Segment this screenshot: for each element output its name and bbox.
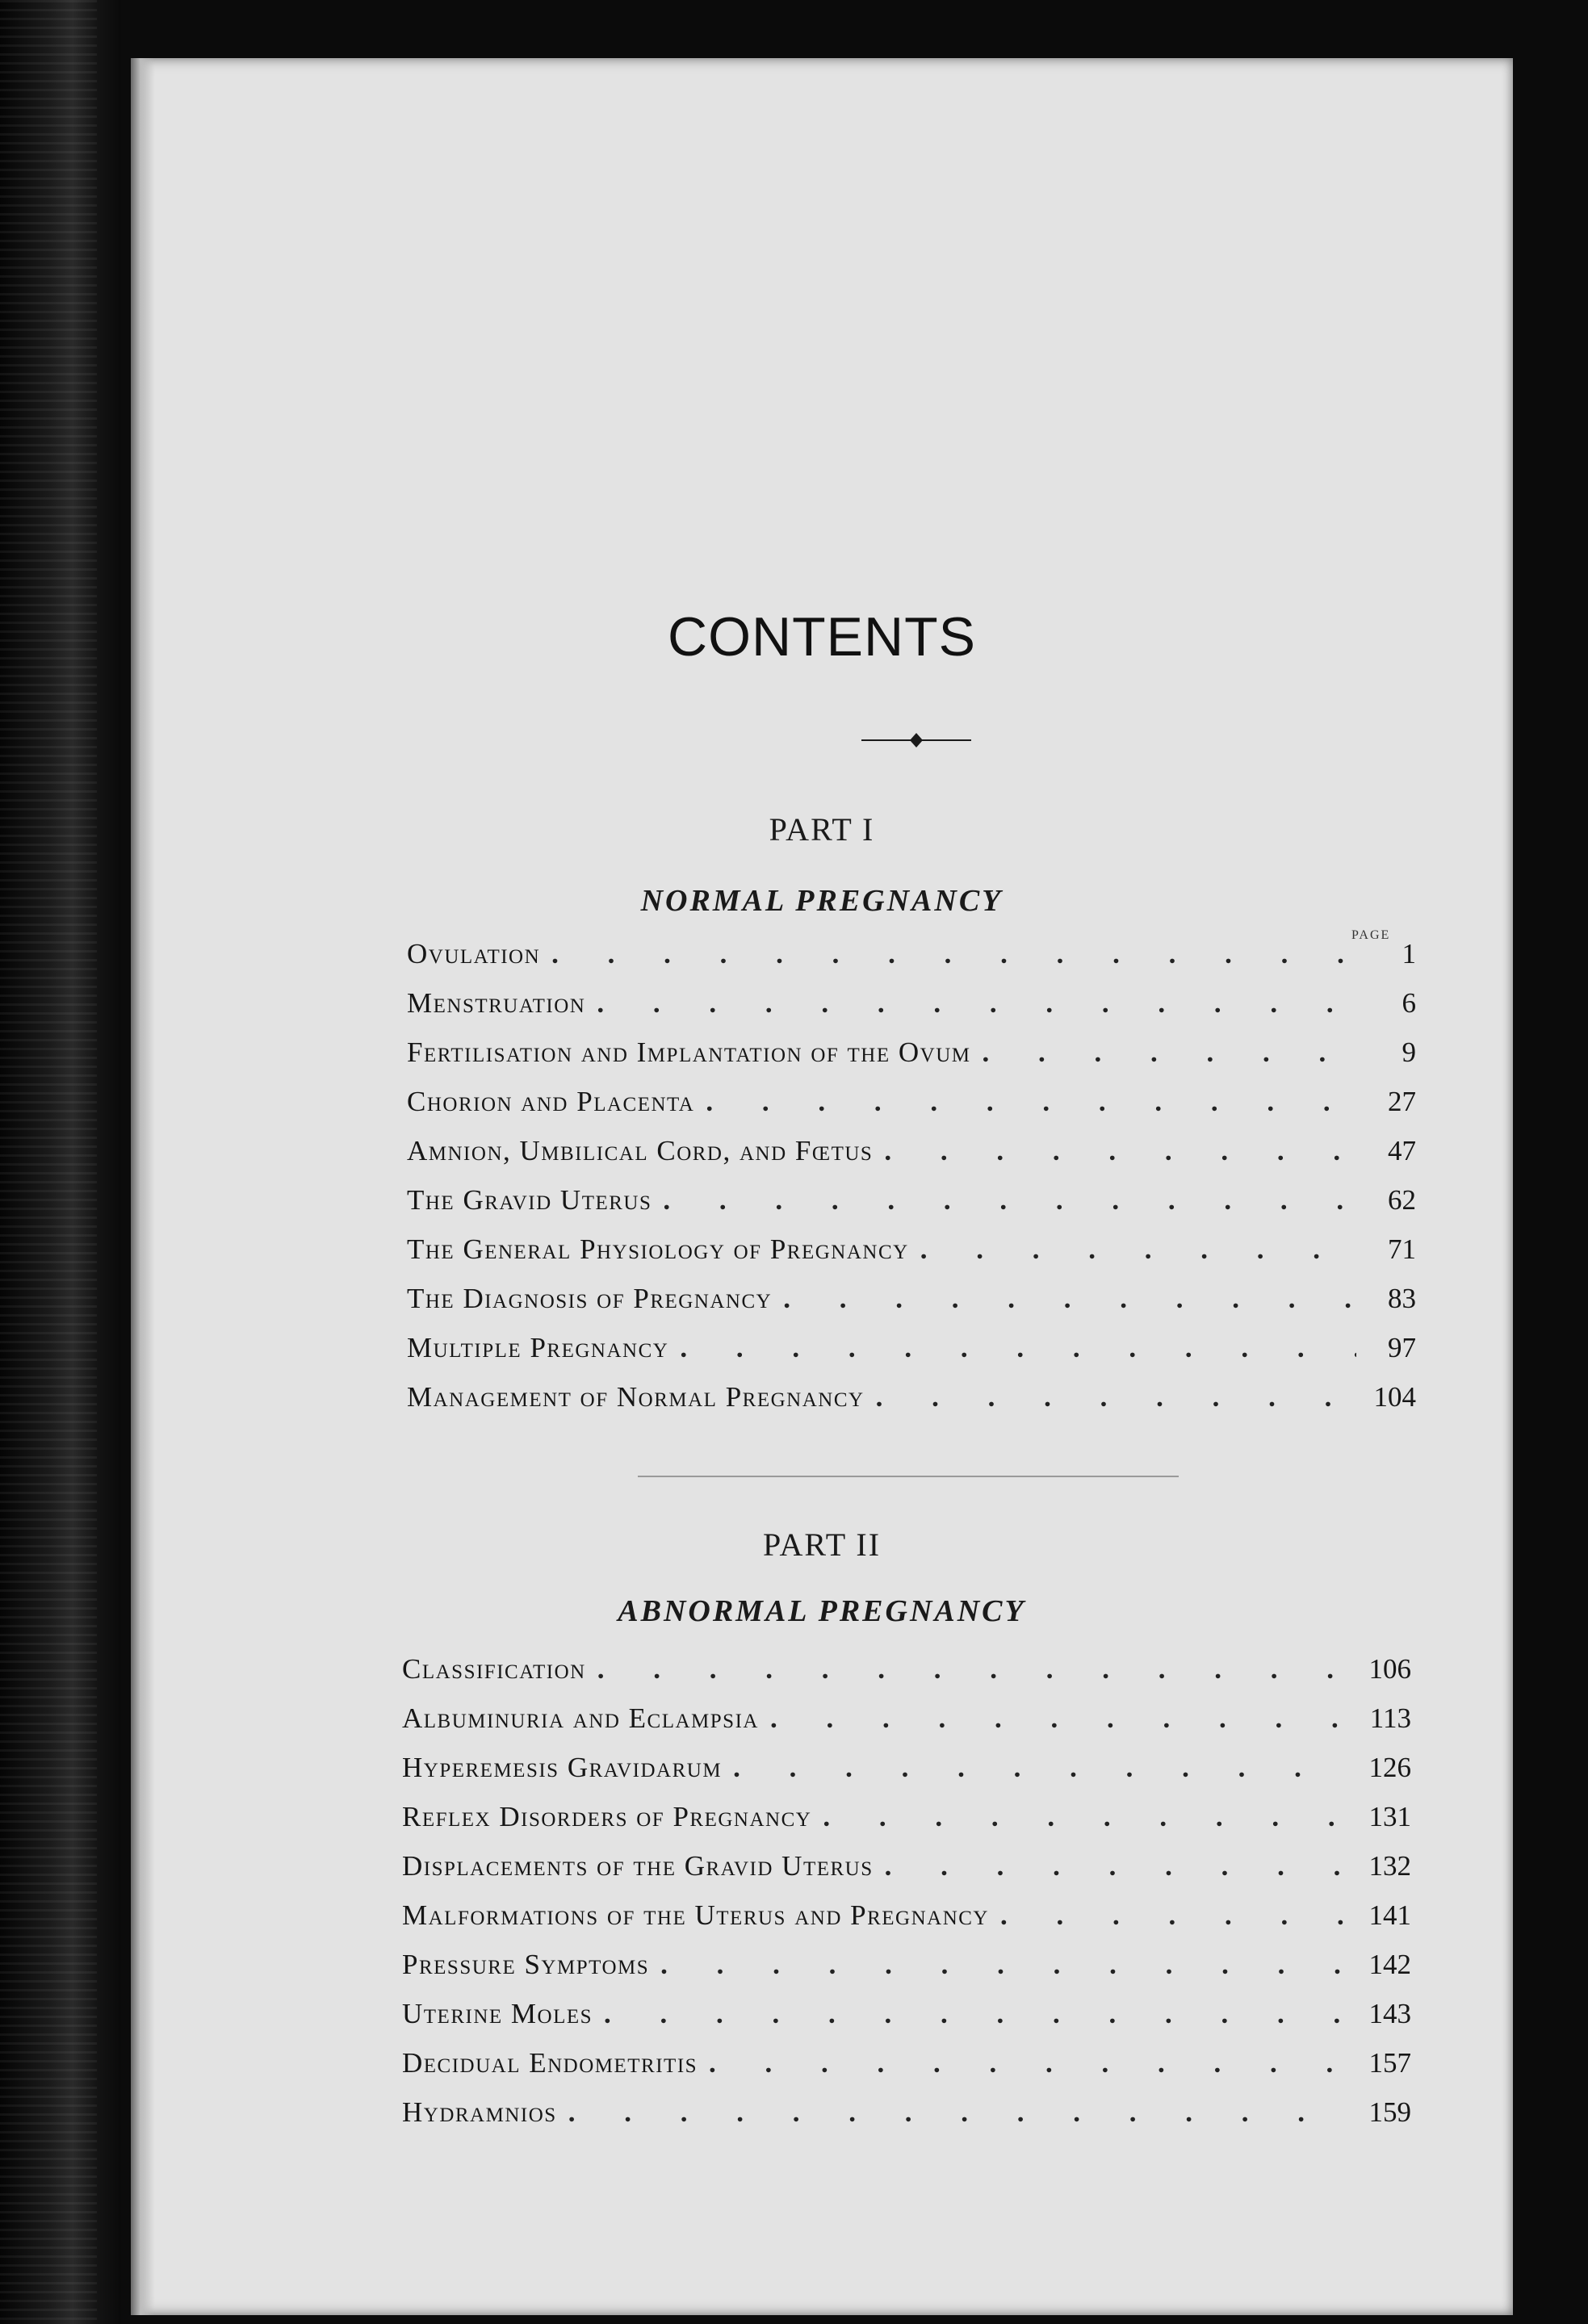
toc-leader-dots: [551, 938, 1356, 970]
toc-leader-dots: [709, 2047, 1351, 2079]
toc-leader-dots: [660, 1949, 1351, 1981]
part-divider: [638, 1476, 1179, 1477]
toc-entry-page: 126: [1368, 1752, 1411, 1783]
toc-entry-page: 106: [1368, 1653, 1411, 1685]
toc-entry[interactable]: [407, 1283, 1416, 1332]
toc-entry-page: 131: [1368, 1801, 1411, 1832]
part-1-subtitle: NORMAL PREGNANCY: [640, 884, 1003, 918]
toc-entry-page: 27: [1388, 1086, 1416, 1117]
toc-entry[interactable]: [402, 1899, 1411, 1949]
toc-leader-dots: [733, 1752, 1351, 1784]
toc-entry[interactable]: [407, 1184, 1416, 1233]
toc-entry[interactable]: [402, 1850, 1411, 1899]
toc-entry[interactable]: [402, 1752, 1411, 1801]
toc-entry-title: The Diagnosis of Pregnancy: [407, 1283, 773, 1314]
toc-entry-title: Hydramnios: [402, 2096, 557, 2128]
page-content: [131, 58, 1513, 2315]
toc-entry-page: 6: [1402, 987, 1416, 1019]
toc-entry[interactable]: [407, 1233, 1416, 1283]
toc-entry-page: 142: [1368, 1949, 1411, 1980]
toc-entry[interactable]: [402, 1998, 1411, 2047]
toc-entry-page: 62: [1388, 1184, 1416, 1216]
toc-entry[interactable]: [407, 938, 1416, 987]
part-1-heading: PART I: [769, 811, 875, 848]
toc-entry[interactable]: [407, 1086, 1416, 1135]
part-2-heading: PART II: [762, 1526, 882, 1563]
book-edge-left: [0, 0, 121, 2324]
toc-leader-dots: [568, 2096, 1351, 2129]
toc-entry-title: Management of Normal Pregnancy: [407, 1381, 865, 1413]
toc-entry-page: 113: [1369, 1702, 1411, 1734]
toc-entry-title: Fertilisation and Implantation of the Ovum: [407, 1036, 971, 1068]
toc-leader-dots: [680, 1332, 1356, 1364]
toc-entry-page: 159: [1368, 2096, 1411, 2128]
toc-entry-title: Ovulation: [407, 938, 541, 969]
toc-leader-dots: [823, 1801, 1351, 1833]
toc-entry-title: Hyperemesis Gravidarum: [402, 1752, 723, 1783]
toc-entry[interactable]: [402, 1702, 1411, 1752]
toc-leader-dots: [983, 1036, 1357, 1069]
toc-entry-title: Malformations of the Uterus and Pregnancy: [402, 1899, 989, 1931]
toc-entry-title: Menstruation: [407, 987, 586, 1019]
toc-entry-title: Pressure Symptoms: [402, 1949, 650, 1980]
toc-entry[interactable]: [402, 1801, 1411, 1850]
page-column-label: PAGE: [1351, 928, 1391, 942]
toc-entry-page: 1: [1402, 938, 1416, 969]
toc-entry-page: 132: [1368, 1850, 1411, 1882]
toc-entry-title: Decidual Endometritis: [402, 2047, 698, 2079]
toc-entry-title: Amnion, Umbilical Cord, and Fœtus: [407, 1135, 874, 1166]
toc-leader-dots: [663, 1184, 1356, 1216]
toc-entry[interactable]: [407, 1036, 1416, 1086]
contents-title: CONTENTS: [668, 606, 976, 668]
toc-entry-title: Displacements of the Gravid Uterus: [402, 1850, 874, 1882]
title-ornament: [861, 728, 971, 752]
toc-leader-dots: [1000, 1899, 1351, 1932]
toc-entry-page: 157: [1368, 2047, 1411, 2079]
toc-entry[interactable]: [402, 2047, 1411, 2096]
toc-entry-page: 97: [1388, 1332, 1416, 1363]
toc-list-part-1: [407, 938, 1416, 1430]
toc-entry[interactable]: [402, 1949, 1411, 1998]
toc-entry[interactable]: [407, 1381, 1416, 1430]
toc-entry-title: The Gravid Uterus: [407, 1184, 652, 1216]
toc-entry-page: 143: [1368, 1998, 1411, 2029]
toc-entry[interactable]: [407, 987, 1416, 1036]
toc-leader-dots: [884, 1135, 1356, 1167]
toc-leader-dots: [597, 987, 1356, 1020]
toc-entry-page: 9: [1402, 1036, 1416, 1068]
toc-entry-title: Reflex Disorders of Pregnancy: [402, 1801, 812, 1832]
toc-entry[interactable]: [402, 1653, 1411, 1702]
toc-entry-page: 71: [1388, 1233, 1416, 1265]
part-2-subtitle: ABNORMAL PREGNANCY: [618, 1594, 1026, 1628]
toc-entry-title: Albuminuria and Eclampsia: [402, 1702, 759, 1734]
toc-entry[interactable]: [407, 1135, 1416, 1184]
toc-entry[interactable]: [407, 1332, 1416, 1381]
toc-entry-page: 83: [1388, 1283, 1416, 1314]
toc-entry[interactable]: [402, 2096, 1411, 2146]
toc-leader-dots: [885, 1850, 1351, 1882]
toc-entry-page: 104: [1373, 1381, 1416, 1413]
toc-leader-dots: [597, 1653, 1351, 1685]
book-edge-texture: [0, 0, 97, 2324]
toc-entry-page: 47: [1388, 1135, 1416, 1166]
toc-list-part-2: [402, 1653, 1411, 2146]
toc-leader-dots: [706, 1086, 1356, 1118]
toc-entry-title: Chorion and Placenta: [407, 1086, 695, 1117]
toc-leader-dots: [876, 1381, 1356, 1413]
toc-leader-dots: [604, 1998, 1351, 2030]
toc-entry-title: Classification: [402, 1653, 586, 1685]
toc-leader-dots: [783, 1283, 1356, 1315]
toc-leader-dots: [920, 1233, 1356, 1266]
toc-leader-dots: [770, 1702, 1351, 1735]
toc-entry-title: Uterine Moles: [402, 1998, 593, 2029]
toc-entry-page: 141: [1368, 1899, 1411, 1931]
toc-entry-title: Multiple Pregnancy: [407, 1332, 669, 1363]
toc-entry-title: The General Physiology of Pregnancy: [407, 1233, 909, 1265]
